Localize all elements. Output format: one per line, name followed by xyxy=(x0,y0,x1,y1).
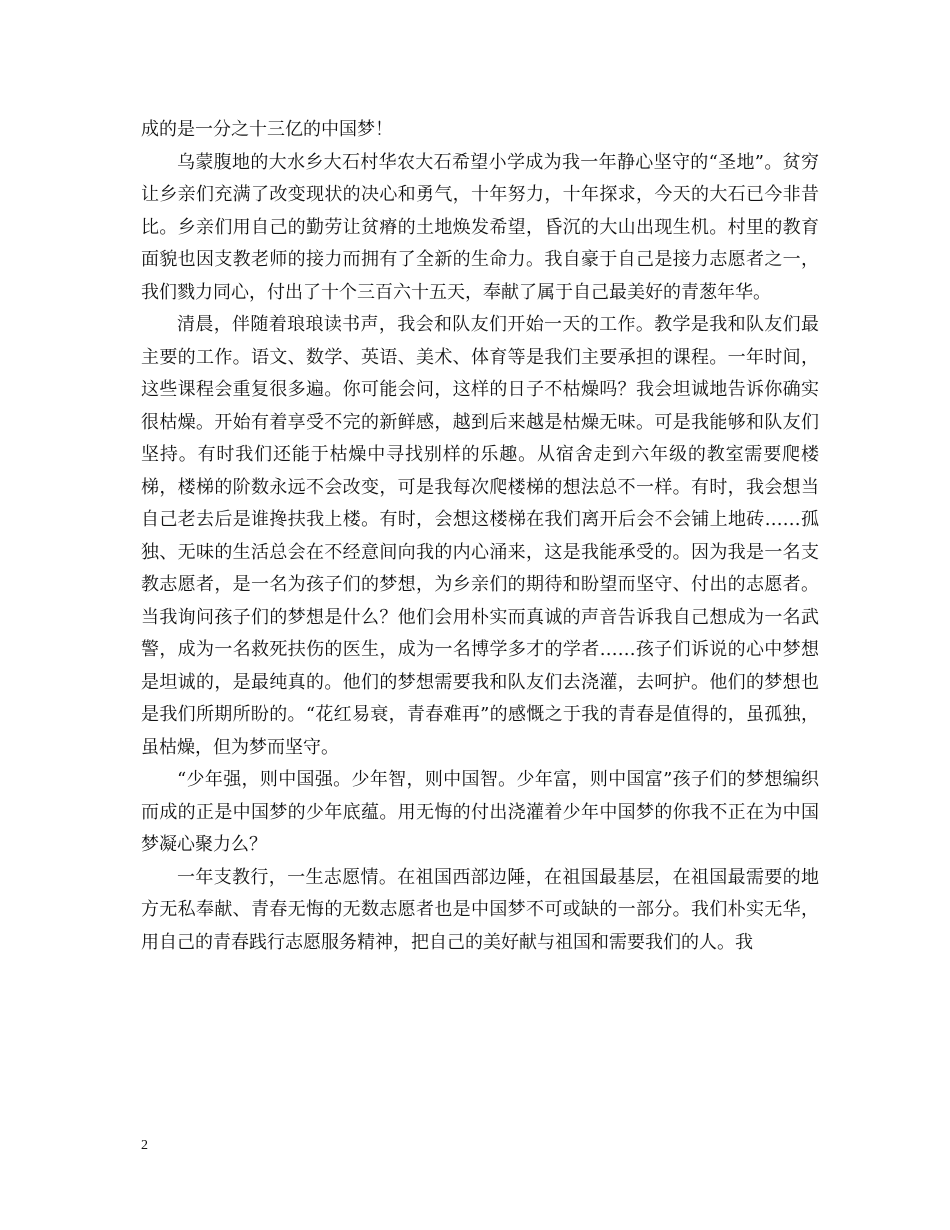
paragraph-1: 成的是一分之十三亿的中国梦！ xyxy=(141,119,393,140)
document-body xyxy=(141,114,819,959)
paragraph-2: 乌蒙腹地的大水乡大石村华农大石希望小学成为我一年静心坚守的“圣地”。贫穷让乡亲们充满了改变现状的决心和勇气，十年努力，十年探求，今天的大石已今非昔比。乡亲们用自己的勤劳让贫瘠的土地焕发希望，昏沉的大山出现生机。村里的教育面貌也因支教老师的接力而拥有了全新的生命力。我自豪于自己是接力志愿者之一，我们戮力同心，付出了十个三百六十五天，奉献了属于自己最美好的青葱年华。 xyxy=(141,151,819,303)
paragraph-4: “少年强，则中国强。少年智，则中国智。少年富，则中国富”孩子们的梦想编织而成的正是中国梦的少年底蕴。用无悔的付出浇灌着少年中国梦的你我不正在为中国梦凝心聚力么？ xyxy=(141,769,819,855)
paragraph-5: 一年支教行，一生志愿情。在祖国西部边陲，在祖国最基层，在祖国最需要的地方无私奉献、青春无悔的无数志愿者也是中国梦不可或缺的一部分。我们朴实无华，用自己的青春践行志愿服务精神，把自己的美好献与祖国和需要我们的人。我 xyxy=(141,866,819,953)
page-number: 2 xyxy=(141,1138,148,1153)
paragraph-3: 清晨，伴随着琅琅读书声，我会和队友们开始一天的工作。教学是我和队友们最主要的工作。语文、数学、英语、美术、体育等是我们主要承担的课程。一年时间，这些课程会重复很多遍。你可能会问，这样的日子不枯燥吗？我会坦诚地告诉你确实很枯燥。开始有着享受不完的新鲜感，越到后来越是枯燥无味。可是我能够和队友们坚持。有时我们还能于枯燥中寻找别样的乐趣。从宿舍走到六年级的教室需要爬楼梯，楼梯的阶数永远不会改变，可是我每次爬楼梯的想法总不一样。有时，我会想当自己老去后是谁搀扶我上楼。有时，会想这楼梯在我们离开后会不会铺上地砖……孤独、无味的生活总会在不经意间向我的内心涌来，这是我能承受的。因为我是一名支教志愿者，是一名为孩子们的梦想，为乡亲们的期待和盼望而坚守、付出的志愿者。当我询问孩子们的梦想是什么？他们会用朴实而真诚的声音告诉我自己想成为一名武警，成为一名救死扶伤的医生，成为一名博学多才的学者……孩子们诉说的心中梦想是坦诚的，是最纯真的。他们的梦想需要我和队友们去浇灌，去呵护。他们的梦想也是我们所期所盼的。“花红易衰，青春难再”的感慨之于我的青春是值得的，虽孤独，虽枯燥，但为梦而坚守。 xyxy=(141,314,819,758)
